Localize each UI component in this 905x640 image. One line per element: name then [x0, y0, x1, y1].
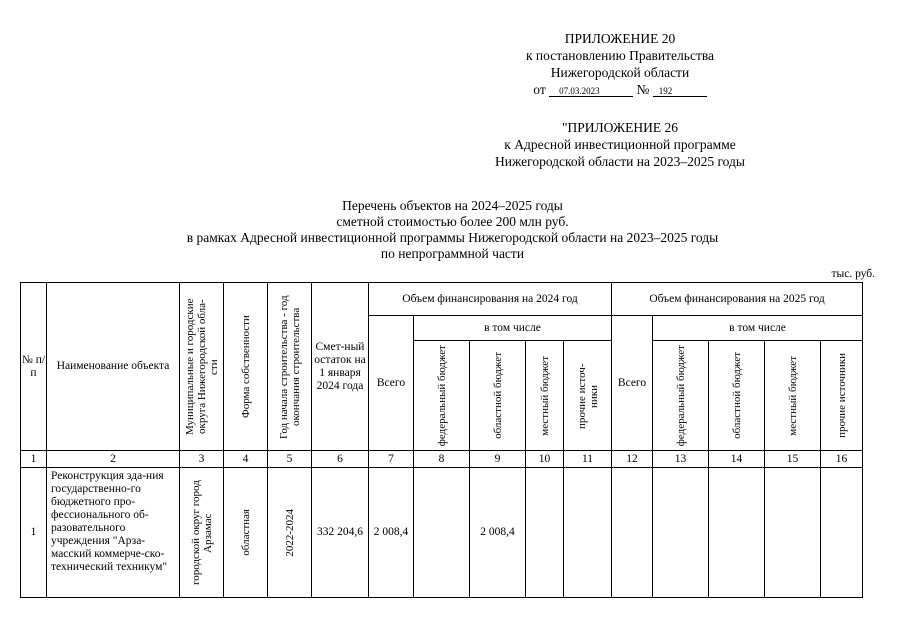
- header-federal-2025-text: федеральный бюджет: [674, 344, 687, 447]
- resolution-line: к постановлению Правительства: [525, 48, 715, 63]
- program-header: [470, 119, 770, 170]
- units-label: тыс. руб.: [831, 268, 875, 280]
- row-no: 1: [21, 468, 47, 598]
- row-years-text: 2022-2024: [283, 508, 296, 557]
- row-other-2025: [821, 468, 863, 598]
- column-number: 10: [526, 451, 564, 468]
- header-federal-2024: [414, 341, 470, 451]
- row-regional-2025: [709, 468, 765, 598]
- title-line-1: Перечень объектов на 2024–2025 годы: [342, 198, 563, 213]
- approval-header: [470, 30, 770, 98]
- column-numbers-row: [21, 451, 863, 468]
- column-number: 1: [21, 451, 47, 468]
- row-municipality-text: городской округ город Арзамас: [189, 480, 214, 585]
- header-total-2025: Всего: [612, 316, 653, 451]
- row-local-2025: [765, 468, 821, 598]
- program-line: к Адресной инвестиционной программе: [504, 137, 736, 152]
- column-number: 8: [414, 451, 470, 468]
- row-federal-2025: [653, 468, 709, 598]
- column-number: 13: [653, 451, 709, 468]
- program-region-line: Нижегородской области на 2023–2025 годы: [495, 154, 745, 169]
- resolution-number: 192: [653, 86, 707, 97]
- header-regional-2025: [709, 341, 765, 451]
- row-years: [268, 468, 312, 598]
- row-regional-2024: 2 008,4: [470, 468, 526, 598]
- header-regional-2024-text: областной бюджет: [491, 352, 504, 439]
- header-local-2024: [526, 341, 564, 451]
- number-label: №: [636, 82, 650, 97]
- row-ownership-text: областная: [239, 509, 252, 556]
- header-including-2024: в том числе: [414, 316, 612, 341]
- objects-table: [20, 282, 863, 598]
- row-other-2024: [564, 468, 612, 598]
- document-title: [0, 198, 905, 262]
- header-other-2024-text: прочие источ-ники: [575, 362, 600, 429]
- column-number: 2: [47, 451, 180, 468]
- header-ownership-text: Форма собственности: [239, 315, 252, 418]
- resolution-date: 07.03.2023: [549, 86, 633, 97]
- row-ownership: [224, 468, 268, 598]
- column-number: 11: [564, 451, 612, 468]
- date-number-line: [470, 81, 770, 98]
- header-ownership: [224, 283, 268, 451]
- column-number: 3: [180, 451, 224, 468]
- header-name: Наименование объекта: [47, 283, 180, 451]
- column-number: 16: [821, 451, 863, 468]
- header-federal-2025: [653, 341, 709, 451]
- header-federal-2024-text: федеральный бюджет: [435, 344, 448, 447]
- program-appendix-label: "ПРИЛОЖЕНИЕ 26: [561, 120, 679, 135]
- header-years-text: Год начала строительства - год окончания строительства: [277, 294, 302, 439]
- header-local-2025: [765, 341, 821, 451]
- header-other-2024: [564, 341, 612, 451]
- header-other-2025: [821, 341, 863, 451]
- date-prefix: от: [533, 82, 546, 97]
- header-balance: Смет-ный остаток на 1 января 2024 года: [312, 283, 369, 451]
- header-regional-2025-text: областной бюджет: [730, 352, 743, 439]
- appendix-label: ПРИЛОЖЕНИЕ 20: [564, 31, 676, 46]
- column-number: 15: [765, 451, 821, 468]
- header-municipality-text: Муниципальные и городские округа Нижегородской обла-сти: [183, 298, 220, 435]
- table-row: [21, 468, 863, 598]
- header-other-2025-text: прочие источники: [835, 353, 848, 438]
- region-line: Нижегородской области: [550, 65, 690, 80]
- row-object-name: Реконструкция зда-ния государственно-го бюджетного про-фессионального об-разовательного учреждения "Арза-масский коммерче-ско-технический техникум": [47, 468, 180, 598]
- header-total-2024: Всего: [369, 316, 414, 451]
- header-local-2025-text: местный бюджет: [786, 355, 799, 436]
- column-number: 7: [369, 451, 414, 468]
- row-balance: 332 204,6: [312, 468, 369, 598]
- title-line-3: в рамках Адресной инвестиционной программы Нижегородской области на 2023–2025 годы: [186, 230, 719, 245]
- column-number: 6: [312, 451, 369, 468]
- header-municipality: [180, 283, 224, 451]
- row-federal-2024: [414, 468, 470, 598]
- header-group-2025: Объем финансирования на 2025 год: [612, 283, 863, 316]
- title-line-2: сметной стоимостью более 200 млн руб.: [336, 214, 569, 229]
- row-municipality: [180, 468, 224, 598]
- title-line-4: по непрограммной части: [380, 246, 525, 261]
- row-total-2024: 2 008,4: [369, 468, 414, 598]
- header-no: № п/п: [21, 283, 47, 451]
- column-number: 14: [709, 451, 765, 468]
- row-total-2025: [612, 468, 653, 598]
- column-number: 9: [470, 451, 526, 468]
- column-number: 4: [224, 451, 268, 468]
- row-local-2024: [526, 468, 564, 598]
- header-group-2024: Объем финансирования на 2024 год: [369, 283, 612, 316]
- column-number: 5: [268, 451, 312, 468]
- header-including-2025: в том числе: [653, 316, 863, 341]
- header-local-2024-text: местный бюджет: [538, 355, 551, 436]
- column-number: 12: [612, 451, 653, 468]
- header-regional-2024: [470, 341, 526, 451]
- header-years: [268, 283, 312, 451]
